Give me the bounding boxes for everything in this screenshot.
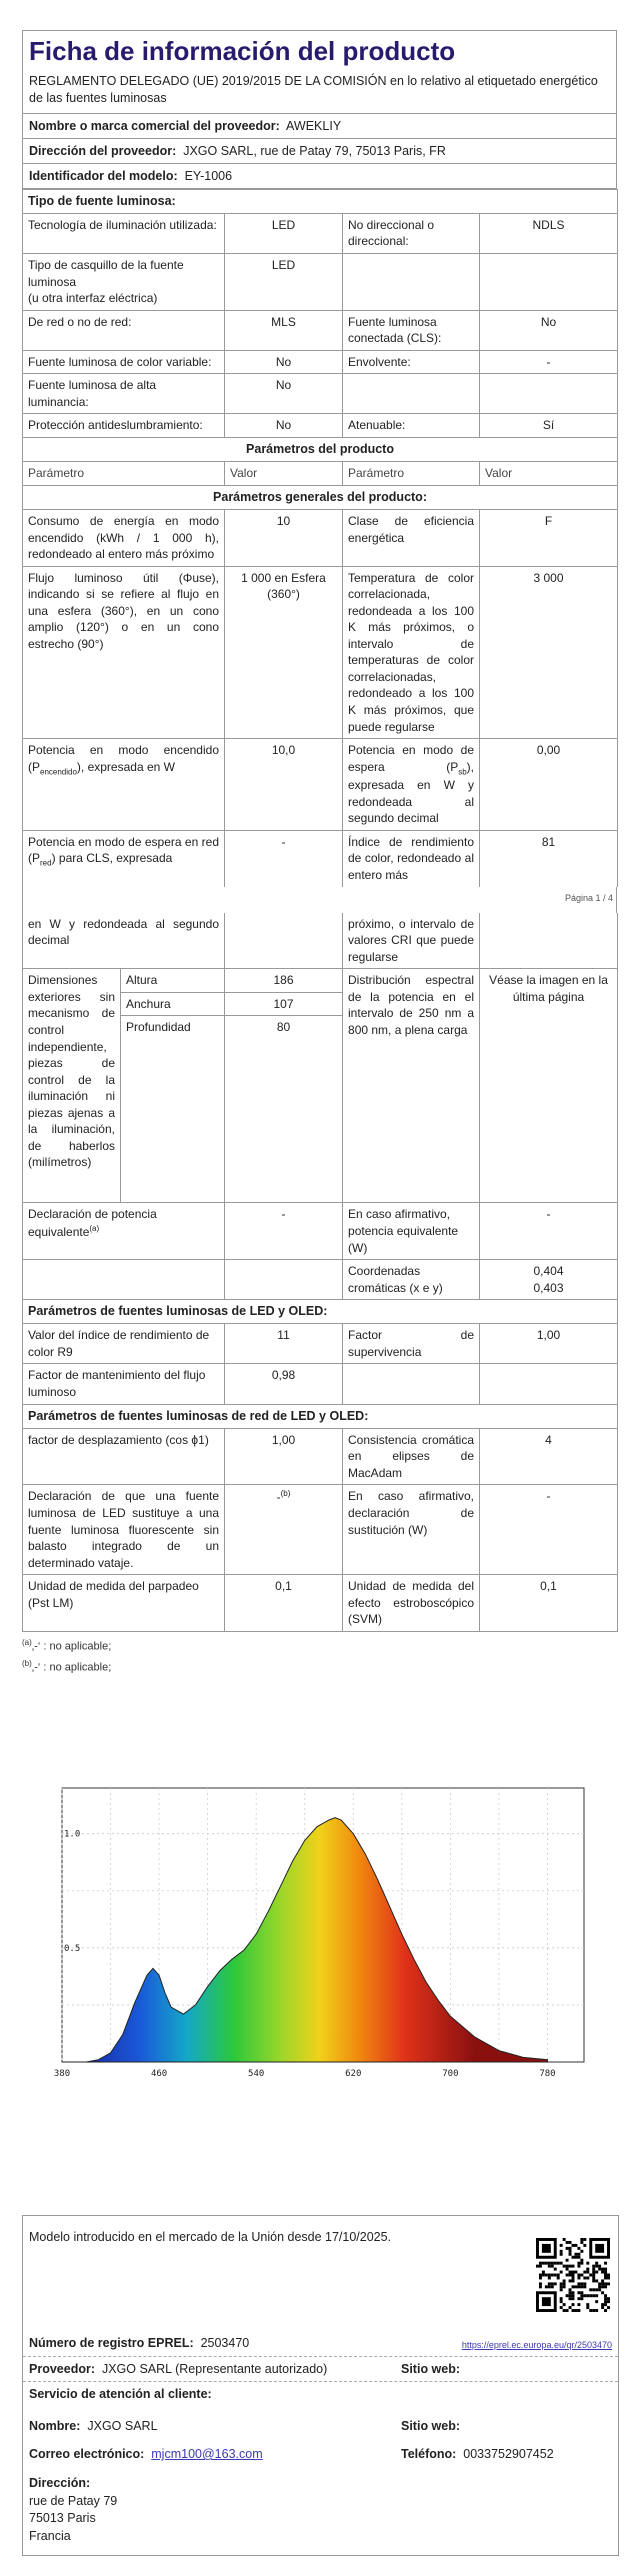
empty-cell <box>480 913 618 969</box>
row-label <box>343 253 480 310</box>
stroboscopic-label: Unidad de medida del efecto estroboscópico (SVM) <box>343 1575 480 1632</box>
customer-service <box>23 2381 618 2555</box>
r9-value: 11 <box>225 1324 343 1364</box>
width-label: Anchura <box>121 992 225 1016</box>
on-power-label: Potencia en modo encendido $(P_{encendido})$, expresada en W <box>23 739 225 831</box>
maintenance-value: 0,98 <box>225 1364 343 1404</box>
survival-value: 1,00 <box>480 1324 618 1364</box>
supplier-address-value: JXGO SARL, rue de Patay 79, 75013 Paris, FR <box>183 143 446 158</box>
row-label <box>343 374 480 414</box>
row-value: NDLS <box>480 213 618 253</box>
supplier-address-label: Dirección del proveedor: <box>29 143 177 158</box>
displacement-value: 1,00 <box>225 1428 343 1485</box>
spd-value: Véase la imagen en la última página <box>480 969 618 1203</box>
table-row <box>23 1324 618 1364</box>
table-row <box>23 1428 618 1485</box>
empty-cell <box>225 1260 343 1300</box>
cri-value: 81 <box>480 830 618 887</box>
x-tick-label: 540 <box>248 2069 265 2079</box>
x-tick-label: 460 <box>150 2069 168 2079</box>
empty-cell <box>225 913 343 969</box>
cri-label-cont: próximo, o intervalo de valores CRI que puede regularse <box>343 913 480 969</box>
network-standby-value: - <box>225 830 343 887</box>
row-value: No <box>225 414 343 438</box>
model-row <box>22 164 617 189</box>
cs-name-label: Nombre: <box>29 2419 81 2433</box>
cs-address <box>23 2470 618 2555</box>
eprel-row <box>23 2336 618 2356</box>
energy-label: Consumo de energía en modo encendido (kWh / 1 000 h), redondeado al entero más próximo <box>23 509 225 566</box>
model-label: Identificador del modelo: <box>29 168 178 183</box>
table-row <box>23 969 618 993</box>
cs-address-line: rue de Patay 79 <box>29 2493 118 2508</box>
maintenance-label: Factor de mantenimiento del flujo luminoso <box>23 1364 225 1404</box>
empty-cell <box>343 1364 480 1404</box>
empty-cell <box>23 1260 225 1300</box>
website-label: Sitio web: <box>401 2362 461 2376</box>
r9-label: Valor del índice de rendimiento de color R9 <box>23 1324 225 1364</box>
chroma-label: Coordenadas cromáticas (x e y) <box>343 1260 480 1300</box>
x-tick-label: 380 <box>53 2069 71 2079</box>
qr-code-icon <box>536 2238 610 2312</box>
row-label: Fuente luminosa de alta luminancia: <box>23 374 225 414</box>
macadam-label: Consistencia cromática en elipses de MacAdam <box>343 1428 480 1485</box>
cs-phone-label: Teléfono: <box>401 2447 457 2461</box>
class-value: F <box>480 509 618 566</box>
supplier-name-label: Nombre o marca comercial del proveedor: <box>29 118 280 133</box>
row-label: De red o no de red: <box>23 310 225 350</box>
spectral-chart <box>22 1770 617 2100</box>
standby-power-value: 0,00 <box>480 739 618 831</box>
service-heading: Servicio de atención al cliente: <box>29 2387 212 2401</box>
supplier-address-row <box>22 139 617 164</box>
width-value: 107 <box>225 992 343 1016</box>
row-label: No direccional o direccional: <box>343 213 480 253</box>
survival-label: Factor de supervivencia <box>343 1324 480 1364</box>
cs-address-line: Francia <box>29 2528 71 2543</box>
params-column-header <box>23 462 618 486</box>
cs-email-link[interactable]: mjcm100@163.com <box>151 2447 263 2461</box>
row-label: Tipo de casquillo de la fuente luminosa (u otra interfaz eléctrica) <box>23 253 225 310</box>
table-row <box>23 1575 618 1632</box>
macadam-value: 4 <box>480 1428 618 1485</box>
dimensions-label: Dimensiones exteriores sin mecanismo de control independiente, piezas de control de la iluminación ni piezas ajenas a la iluminación, de haberlos (milímetros) <box>23 969 121 1203</box>
footnote-a: $^{(a)}$‚-‘ : no aplicable; <box>22 1637 112 1653</box>
market-text: Modelo introducido en el mercado de la Unión desde 17/10/2025. <box>29 2230 392 2244</box>
replacement-value: -$^{(b)}$ <box>225 1485 343 1575</box>
table-row <box>23 213 618 253</box>
source-type-table <box>22 189 618 887</box>
row-value: No <box>225 374 343 414</box>
table-row <box>23 1485 618 1575</box>
source-type-heading: Tipo de fuente luminosa: <box>23 189 618 213</box>
column-header: Valor <box>225 462 343 486</box>
energy-value: 10 <box>225 509 343 566</box>
table-row <box>23 414 618 438</box>
eprel-value: 2503470 <box>200 2336 250 2350</box>
replacement-power-value: - <box>480 1485 618 1575</box>
params-heading: Parámetros del producto <box>23 437 618 461</box>
empty-cell <box>480 1364 618 1404</box>
spd-label: Distribución espectral de la potencia en el intervalo de 250 nm a 800 nm, a plena carga <box>343 969 480 1203</box>
row-value <box>480 253 618 310</box>
cs-website-label: Sitio web: <box>401 2419 461 2433</box>
standby-power-label: Potencia en modo de espera $(P_{sb})$, expresada en W y redondeada al segundo decimal <box>343 739 480 831</box>
page-number: Página 1 / 4 <box>564 892 613 903</box>
page-title: Ficha de información del producto <box>29 36 456 66</box>
height-label: Altura <box>121 969 225 993</box>
row-value <box>480 374 618 414</box>
spectral-chart-svg <box>22 1770 617 2100</box>
row-value: - <box>480 350 618 374</box>
cct-value: 3 000 <box>480 566 618 738</box>
equiv-value: - <box>225 1203 343 1260</box>
table-row <box>23 913 618 969</box>
row-label: Fuente luminosa conectada (CLS): <box>343 310 480 350</box>
table-row <box>23 350 618 374</box>
table-row <box>23 566 618 738</box>
cs-email-label: Correo electrónico: <box>29 2447 145 2461</box>
y-tick-label: 0.5 <box>64 1943 81 1954</box>
table-row <box>23 1364 618 1404</box>
row-value: No <box>225 350 343 374</box>
provider-value: JXGO SARL (Representante autorizado) <box>101 2362 328 2376</box>
depth-label: Profundidad <box>121 1016 225 1203</box>
x-tick-label: 780 <box>539 2069 556 2079</box>
cs-address-line: 75013 Paris <box>29 2511 96 2525</box>
flux-label: Flujo luminoso útil (Φuse), indicando si se refiere al flujo en una esfera (360°), en un cono amplio (120°) o en un cono estrecho (90°) <box>23 566 225 738</box>
general-params-heading: Parámetros generales del producto: <box>23 485 618 509</box>
params-table-continued <box>22 913 618 1632</box>
column-header: Parámetro <box>23 462 225 486</box>
row-value: LED <box>225 213 343 253</box>
table-row <box>23 509 618 566</box>
led-params-heading: Parámetros de fuentes luminosas de LED y OLED: <box>23 1300 618 1324</box>
page-break <box>22 887 617 913</box>
mains-params-heading: Parámetros de fuentes luminosas de red de LED y OLED: <box>23 1404 618 1428</box>
on-power-value: 10,0 <box>225 739 343 831</box>
displacement-label: factor de desplazamiento (cos ϕ1) <box>23 1428 225 1485</box>
provider-label: Proveedor: <box>29 2362 95 2376</box>
table-row <box>23 1203 618 1260</box>
network-standby-label-cont: en W y redondeada al segundo decimal <box>23 913 225 969</box>
product-sheet <box>22 30 617 1673</box>
row-label: Fuente luminosa de color variable: <box>23 350 225 374</box>
row-value: No <box>480 310 618 350</box>
provider-row <box>23 2356 618 2381</box>
regulation-subtitle: REGLAMENTO DELEGADO (UE) 2019/2015 DE LA COMISIÓN en lo relativo al etiquetado energético de las fuentes luminosas <box>29 73 598 105</box>
table-row <box>23 310 618 350</box>
row-label: Envolvente: <box>343 350 480 374</box>
table-row <box>23 830 618 887</box>
table-row <box>23 739 618 831</box>
cri-label: Índice de rendimiento de color, redondeado al entero más <box>343 830 480 887</box>
stroboscopic-value: 0,1 <box>480 1575 618 1632</box>
row-value: MLS <box>225 310 343 350</box>
flicker-label: Unidad de medida del parpadeo (Pst LM) <box>23 1575 225 1632</box>
model-value: EY-1006 <box>184 168 233 183</box>
footnote-b: $^{(b)}$‚-‘ : no aplicable; <box>22 1658 112 1674</box>
equiv-power-value: - <box>480 1203 618 1260</box>
x-tick-label: 620 <box>345 2069 362 2079</box>
footer-top <box>23 2216 618 2336</box>
network-standby-label: Potencia en modo de espera en red $(P_{red})$ para CLS, expresada <box>23 830 225 887</box>
depth-value: 80 <box>225 1016 343 1203</box>
replacement-power-label: En caso afirmativo, declaración de sustitución (W) <box>343 1485 480 1575</box>
chroma-value: 0,404 0,403 <box>480 1260 618 1300</box>
cs-phone-value: 0033752907452 <box>463 2447 554 2461</box>
class-label: Clase de eficiencia energética <box>343 509 480 566</box>
row-value: LED <box>225 253 343 310</box>
footer-panel <box>22 2215 619 2556</box>
column-header: Parámetro <box>343 462 480 486</box>
flux-value: 1 000 en Esfera (360°) <box>225 566 343 738</box>
supplier-name-row <box>22 114 617 139</box>
eprel-label: Número de registro EPREL: <box>29 2336 194 2350</box>
eprel-link[interactable]: https://eprel.ec.europa.eu/qr/2503470 <box>461 2340 612 2350</box>
equiv-power-label: En caso afirmativo, potencia equivalente (W) <box>343 1203 480 1260</box>
equiv-label: Declaración de potencia equivalente$^{(a)}$ <box>23 1203 225 1260</box>
replacement-label: Declaración de que una fuente luminosa de LED sustituye a una fuente luminosa fluorescente sin balasto integrado de un determinado vataje. <box>23 1485 225 1575</box>
height-value: 186 <box>225 969 343 993</box>
row-label: Atenuable: <box>343 414 480 438</box>
row-label: Tecnología de iluminación utilizada: <box>23 213 225 253</box>
supplier-name-value: AWEKLIY <box>286 118 342 133</box>
row-label: Protección antideslumbramiento: <box>23 414 225 438</box>
flicker-value: 0,1 <box>225 1575 343 1632</box>
cs-name-value: JXGO SARL <box>87 2419 158 2433</box>
x-tick-label: 700 <box>442 2069 459 2079</box>
cct-label: Temperatura de color correlacionada, redondeada a los 100 K más próximos, o intervalo de temperaturas de color correlacionadas, redondeado a los 100 K más próximos, que puede regularse <box>343 566 480 738</box>
table-row <box>23 374 618 414</box>
y-tick-label: 1.0 <box>64 1829 81 1840</box>
cs-address-label: Dirección: <box>29 2476 91 2490</box>
table-row <box>23 253 618 310</box>
column-header: Valor <box>480 462 618 486</box>
sheet-header <box>22 30 617 114</box>
row-value: Sí <box>480 414 618 438</box>
table-row <box>23 1260 618 1300</box>
